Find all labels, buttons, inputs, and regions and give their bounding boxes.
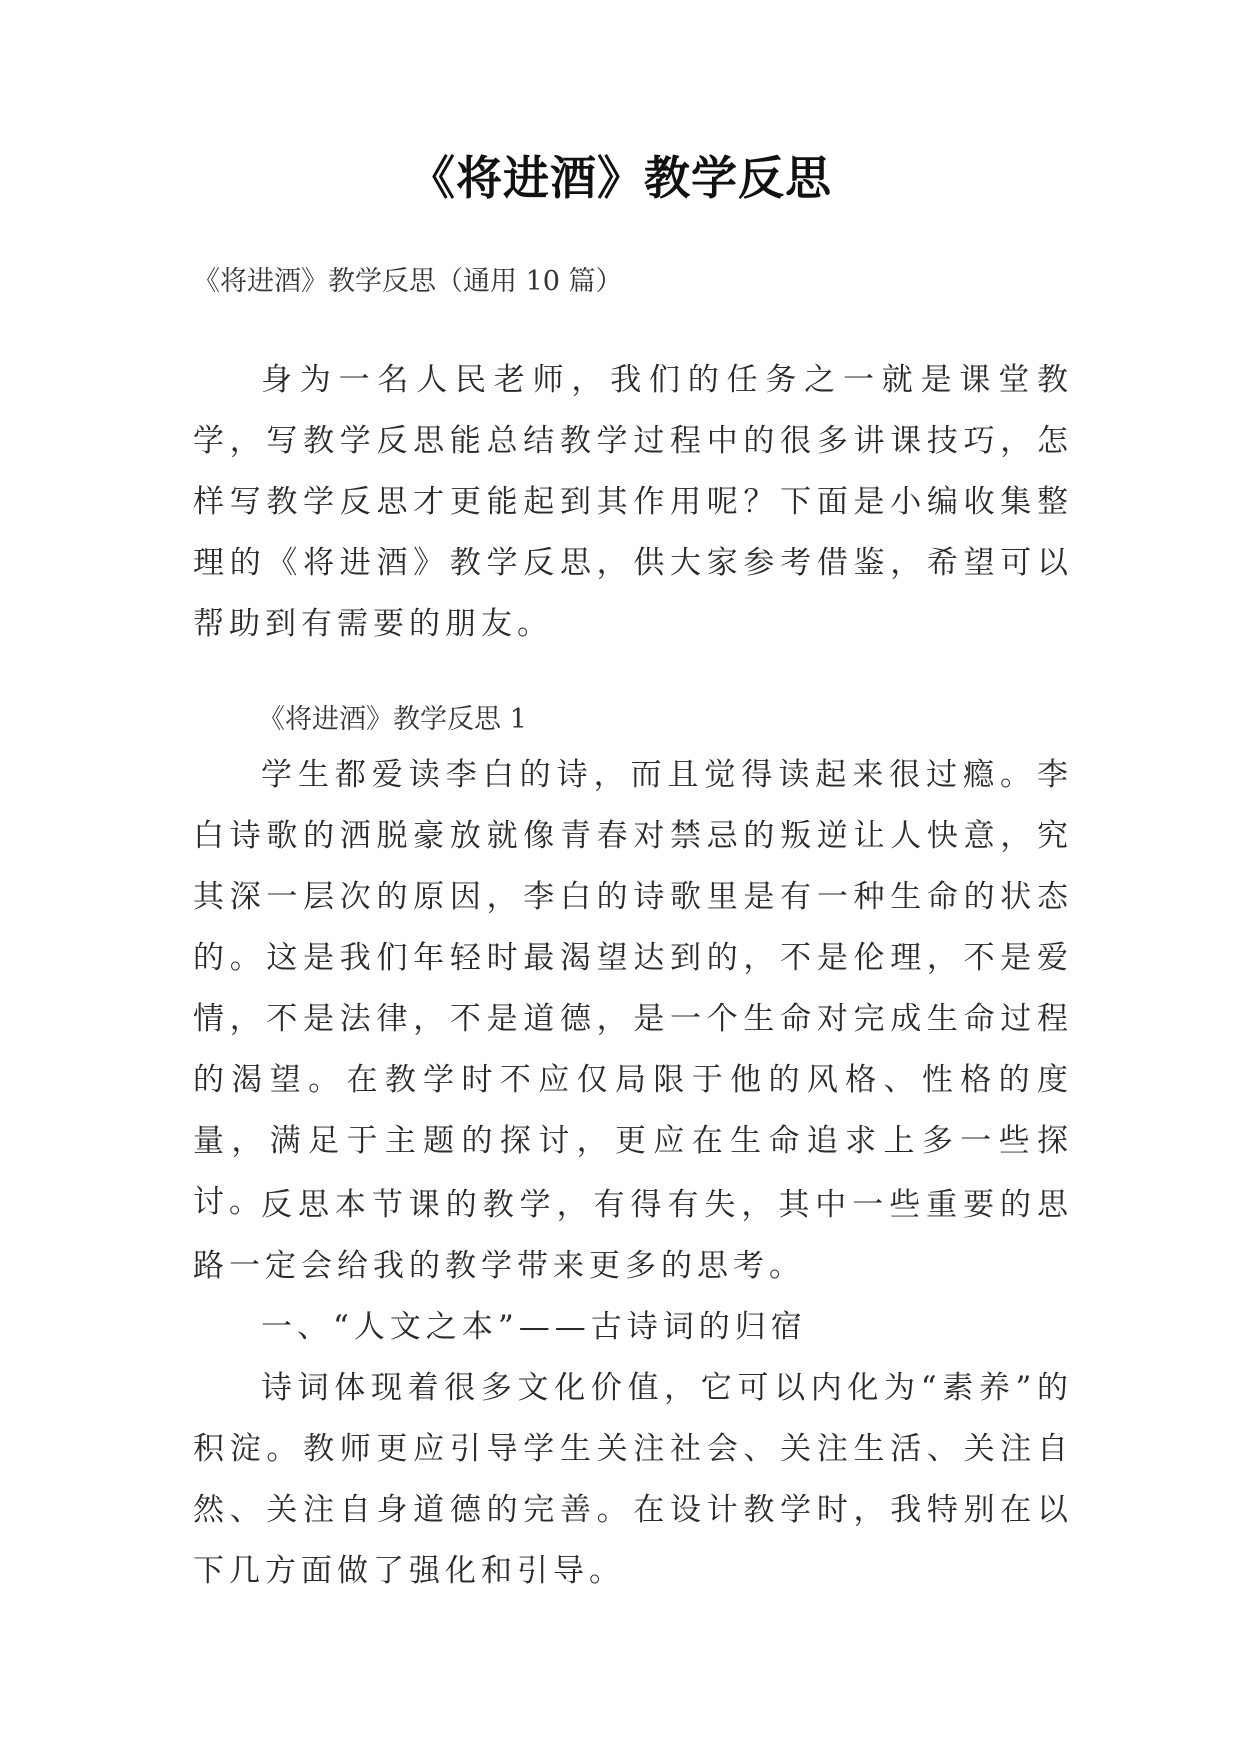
intro-paragraph: 身为一名人民老师，我们的任务之一就是课堂教学，写教学反思能总结教学过程中的很多讲课技巧，怎样写教学反思才更能起到其作用呢？下面是小编收集整理的《将进酒》教学反思，供大家参考借鉴，希望可以帮助到有需要的朋友。: [193, 362, 1073, 642]
body-paragraph-heading: 一、“人文之本”——古诗词的归宿: [261, 1309, 807, 1345]
body-paragraph: 诗词体现着很多文化价值，它可以内化为“素养”的积淀。教师更应引导学生关注社会、关注生活、关注自然、关注自身道德的完善。在设计教学时，我特别在以下几方面做了强化和引导。: [193, 1370, 1073, 1589]
document-subtitle: 《将进酒》教学反思（通用 10 篇）: [193, 266, 623, 297]
body-paragraph: 学生都爱读李白的诗，而且觉得读起来很过瘾。李白诗歌的洒脱豪放就像青春对禁忌的叛逆让人快意，究其深一层次的原因，李白的诗歌里是有一种生命的状态的。这是我们年轻时最渴望达到的，不是伦理，不是爱情，不是法律，不是道德，是一个生命对完成生命过程的渴望。在教学时不应仅局限于他的风格、性格的度量，满足于主题的探讨，更应在生命追求上多一些探讨。: [193, 757, 1073, 1220]
section-heading: 《将进酒》教学反思 1: [258, 704, 527, 735]
document-title: 《将进酒》教学反思: [409, 151, 832, 205]
body-paragraph: 反思本节课的教学，有得有失，其中一些重要的思路一定会给我的教学带来更多的思考。: [193, 1187, 1073, 1284]
